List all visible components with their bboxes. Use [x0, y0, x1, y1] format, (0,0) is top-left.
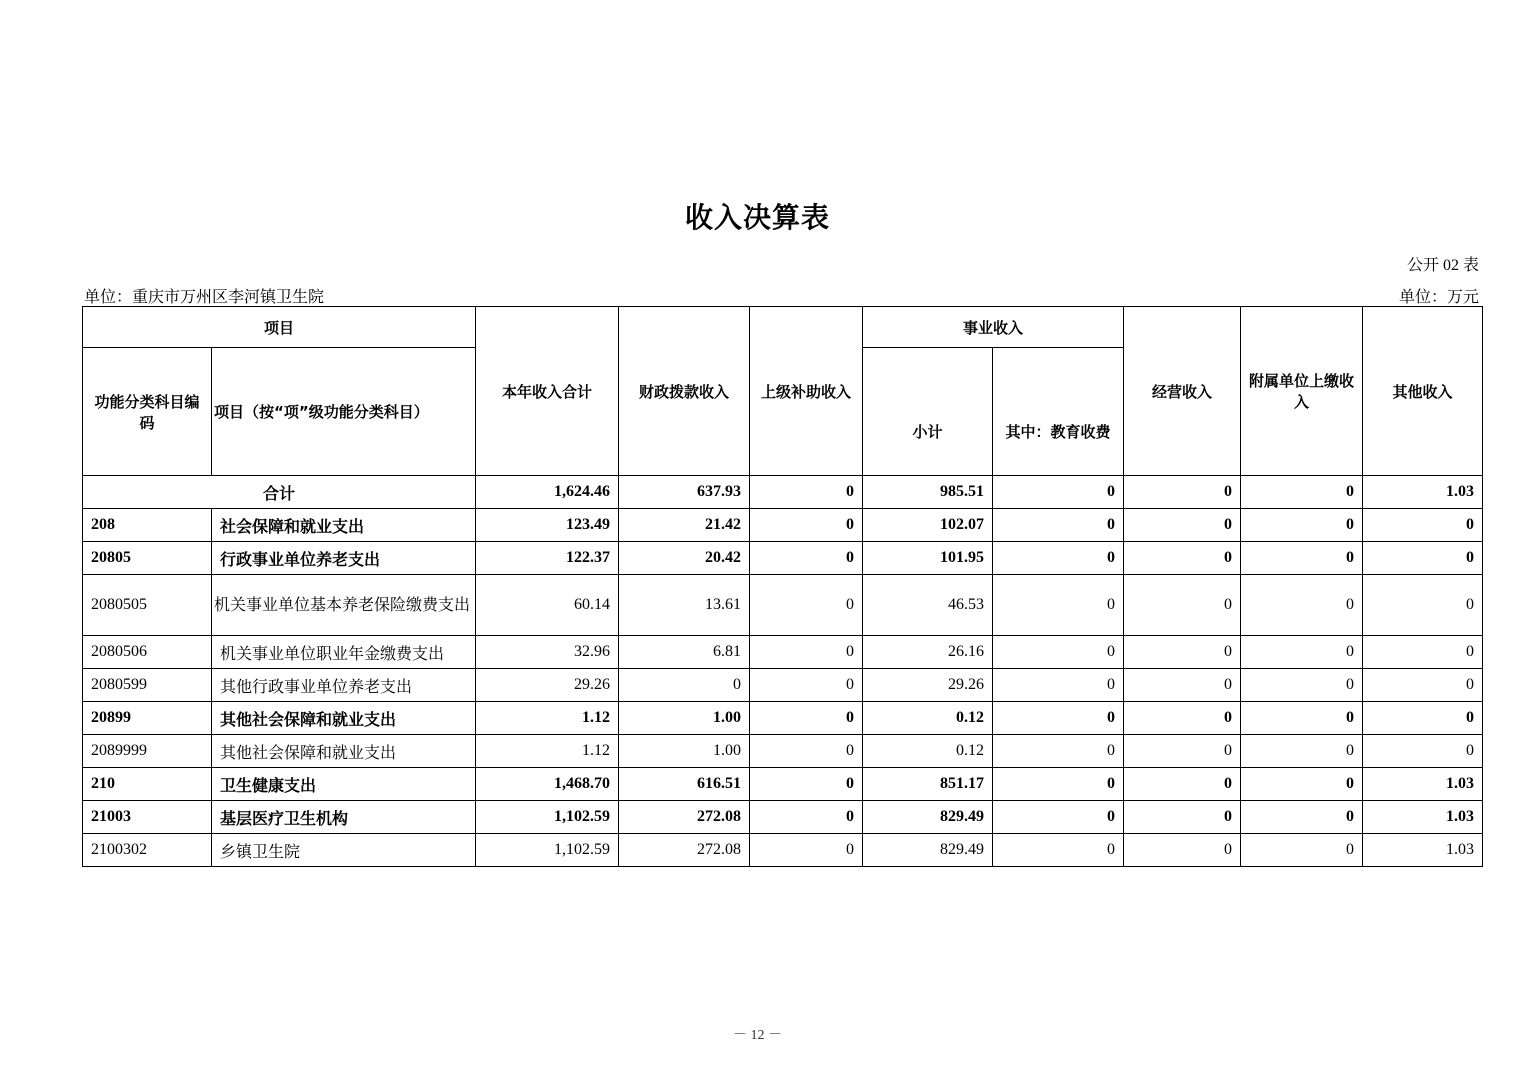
amount-cell: 0	[1124, 636, 1241, 669]
amount-cell: 0	[1241, 702, 1363, 735]
amount-cell: 32.96	[476, 636, 619, 669]
table-row	[83, 575, 1483, 636]
amount-cell: 0	[1124, 669, 1241, 702]
function-code-cell: 2089999	[83, 735, 212, 768]
table-row	[83, 768, 1483, 801]
amount-cell: 122.37	[476, 542, 619, 575]
function-code-cell: 2080505	[83, 575, 212, 636]
header-other: 其他收入	[1363, 307, 1483, 476]
total-cell: 1,624.46	[476, 476, 619, 509]
page-title: 收入决算表	[684, 201, 830, 234]
header-func-code: 功能分类科目编码	[83, 348, 212, 476]
amount-cell: 1,102.59	[476, 801, 619, 834]
amount-cell: 0	[1124, 575, 1241, 636]
item-name-cell: 卫生健康支出	[212, 768, 476, 801]
total-cell: 0	[993, 476, 1124, 509]
amount-cell: 0	[1363, 735, 1483, 768]
function-code-cell: 210	[83, 768, 212, 801]
amount-cell: 0	[1241, 801, 1363, 834]
amount-cell: 20.42	[619, 542, 750, 575]
amount-cell: 272.08	[619, 801, 750, 834]
amount-cell: 0	[1363, 702, 1483, 735]
amount-cell: 0.12	[863, 735, 993, 768]
amount-cell: 0	[993, 509, 1124, 542]
amount-cell: 0	[1241, 542, 1363, 575]
item-name-cell: 其他社会保障和就业支出	[212, 702, 476, 735]
header-education: 其中：教育收费	[993, 348, 1124, 476]
total-cell: 0	[1241, 476, 1363, 509]
amount-cell: 0	[750, 636, 863, 669]
amount-cell: 123.49	[476, 509, 619, 542]
amount-cell: 0	[993, 542, 1124, 575]
amount-cell: 102.07	[863, 509, 993, 542]
amount-cell: 0	[1241, 669, 1363, 702]
amount-cell: 0	[1363, 509, 1483, 542]
amount-cell: 0	[750, 834, 863, 867]
amount-cell: 0	[1241, 575, 1363, 636]
amount-cell: 0	[619, 669, 750, 702]
item-name-cell: 乡镇卫生院	[212, 834, 476, 867]
item-name-cell: 基层医疗卫生机构	[212, 801, 476, 834]
amount-cell: 0	[993, 834, 1124, 867]
total-cell: 637.93	[619, 476, 750, 509]
header-total-income: 本年收入合计	[476, 307, 619, 476]
item-name-cell: 机关事业单位职业年金缴费支出	[212, 636, 476, 669]
table-row	[83, 801, 1483, 834]
amount-cell: 60.14	[476, 575, 619, 636]
form-number: 公开 02 表	[1406, 257, 1479, 274]
header-fiscal: 财政拨款收入	[619, 307, 750, 476]
table-row	[83, 542, 1483, 575]
amount-cell: 0	[1124, 509, 1241, 542]
page-number: － 12 －	[733, 1028, 782, 1043]
amount-cell: 0	[1124, 702, 1241, 735]
amount-cell: 1.03	[1363, 768, 1483, 801]
header-item-name: 项目（按“项”级功能分类科目）	[212, 348, 476, 476]
table-row	[83, 636, 1483, 669]
amount-cell: 0	[1363, 542, 1483, 575]
total-cell: 0	[1124, 476, 1241, 509]
total-cell: 985.51	[863, 476, 993, 509]
function-code-cell: 2080599	[83, 669, 212, 702]
table-row-total	[83, 476, 1483, 509]
amount-cell: 0	[993, 735, 1124, 768]
amount-cell: 0	[993, 636, 1124, 669]
amount-cell: 1.12	[476, 702, 619, 735]
function-code-cell: 2080506	[83, 636, 212, 669]
item-name-cell: 行政事业单位养老支出	[212, 542, 476, 575]
amount-cell: 1.03	[1363, 834, 1483, 867]
amount-cell: 21.42	[619, 509, 750, 542]
amount-cell: 6.81	[619, 636, 750, 669]
amount-cell: 0	[993, 768, 1124, 801]
header-operating: 经营收入	[1124, 307, 1241, 476]
amount-cell: 0	[993, 801, 1124, 834]
amount-cell: 1.00	[619, 702, 750, 735]
amount-cell: 0	[993, 669, 1124, 702]
amount-cell: 0	[993, 575, 1124, 636]
amount-cell: 0	[1124, 834, 1241, 867]
amount-cell: 1.12	[476, 735, 619, 768]
amount-cell: 13.61	[619, 575, 750, 636]
function-code-cell: 20805	[83, 542, 212, 575]
amount-cell: 0	[750, 575, 863, 636]
header-affiliated: 附属单位上缴收入	[1241, 307, 1363, 476]
total-cell: 1.03	[1363, 476, 1483, 509]
amount-cell: 1,468.70	[476, 768, 619, 801]
amount-cell: 0	[750, 768, 863, 801]
currency-unit: 单位：万元	[1398, 289, 1479, 306]
table-row	[83, 509, 1483, 542]
amount-cell: 0	[1363, 575, 1483, 636]
header-item: 项目	[83, 307, 476, 348]
amount-cell: 272.08	[619, 834, 750, 867]
amount-cell: 0.12	[863, 702, 993, 735]
table-row	[83, 669, 1483, 702]
header-business: 事业收入	[863, 307, 1124, 348]
total-cell: 0	[750, 476, 863, 509]
table-row	[83, 735, 1483, 768]
amount-cell: 1.00	[619, 735, 750, 768]
reporting-unit: 单位：重庆市万州区李河镇卫生院	[84, 289, 325, 306]
amount-cell: 29.26	[863, 669, 993, 702]
amount-cell: 1,102.59	[476, 834, 619, 867]
header-superior: 上级补助收入	[750, 307, 863, 476]
amount-cell: 0	[1241, 636, 1363, 669]
amount-cell: 1.03	[1363, 801, 1483, 834]
total-label: 合计	[83, 476, 476, 509]
amount-cell: 851.17	[863, 768, 993, 801]
amount-cell: 829.49	[863, 801, 993, 834]
amount-cell: 616.51	[619, 768, 750, 801]
table-row	[83, 834, 1483, 867]
item-name-cell: 其他行政事业单位养老支出	[212, 669, 476, 702]
amount-cell: 29.26	[476, 669, 619, 702]
income-final-accounts-table	[82, 306, 1483, 867]
amount-cell: 0	[993, 702, 1124, 735]
header-subtotal: 小计	[863, 348, 993, 476]
amount-cell: 0	[750, 735, 863, 768]
amount-cell: 26.16	[863, 636, 993, 669]
amount-cell: 0	[1363, 636, 1483, 669]
amount-cell: 46.53	[863, 575, 993, 636]
amount-cell: 0	[1363, 669, 1483, 702]
function-code-cell: 21003	[83, 801, 212, 834]
amount-cell: 0	[1124, 801, 1241, 834]
amount-cell: 0	[1241, 735, 1363, 768]
function-code-cell: 2100302	[83, 834, 212, 867]
amount-cell: 0	[1124, 735, 1241, 768]
item-name-cell: 社会保障和就业支出	[212, 509, 476, 542]
amount-cell: 0	[1124, 768, 1241, 801]
function-code-cell: 20899	[83, 702, 212, 735]
amount-cell: 0	[750, 509, 863, 542]
amount-cell: 0	[750, 669, 863, 702]
amount-cell: 0	[1241, 768, 1363, 801]
amount-cell: 829.49	[863, 834, 993, 867]
amount-cell: 0	[750, 702, 863, 735]
amount-cell: 0	[750, 542, 863, 575]
amount-cell: 0	[1241, 509, 1363, 542]
item-name-cell: 其他社会保障和就业支出	[212, 735, 476, 768]
item-name-cell: 机关事业单位基本养老保险缴费支出	[212, 575, 476, 636]
amount-cell: 101.95	[863, 542, 993, 575]
amount-cell: 0	[1241, 834, 1363, 867]
function-code-cell: 208	[83, 509, 212, 542]
table-row	[83, 702, 1483, 735]
amount-cell: 0	[750, 801, 863, 834]
amount-cell: 0	[1124, 542, 1241, 575]
